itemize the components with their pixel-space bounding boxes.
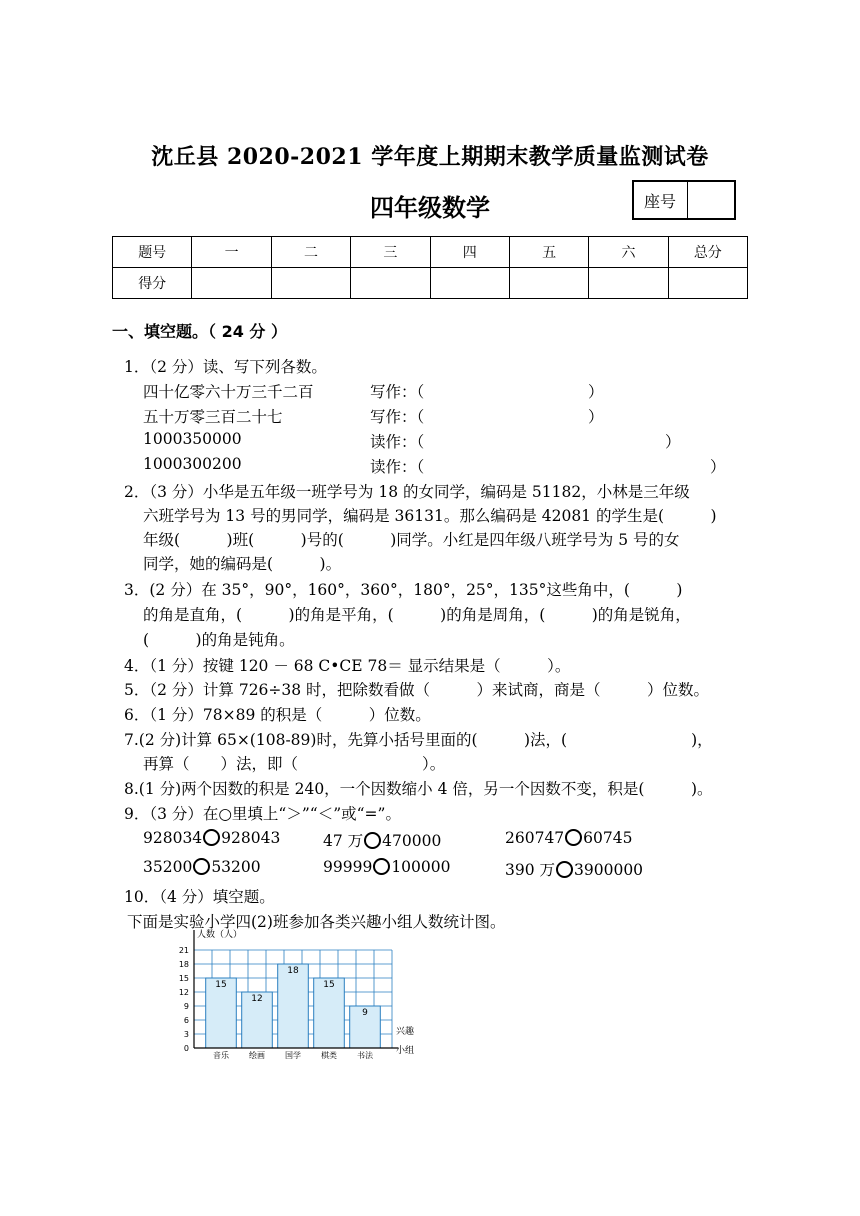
q9-pair: [143, 829, 280, 847]
seat-number-label: 座号: [634, 182, 688, 218]
q9-right: 928043: [221, 829, 281, 847]
q9-pair: [505, 858, 643, 880]
q9-stem: 9．（3 分）在○里填上“＞”“＜”或“=”。: [124, 805, 401, 823]
compare-circle-icon[interactable]: [203, 829, 220, 846]
q9-left: 390 万: [505, 861, 556, 879]
y-tick-label: 15: [178, 974, 189, 983]
score-table: [112, 236, 748, 299]
bar-value-label: 12: [251, 994, 263, 1004]
score-cell[interactable]: [589, 268, 668, 299]
q9-pair: [323, 829, 441, 851]
compare-circle-icon[interactable]: [565, 829, 582, 846]
q2-line: 2．（3 分）小华是五年级一班学号为 18 的女同学，编码是 51182，小林是三年级: [124, 483, 690, 501]
q9-right: 470000: [382, 832, 442, 850]
exam-title: 沈丘县 2020-2021 学年度上期期末教学质量监测试卷: [151, 144, 709, 170]
bar-value-label: 9: [362, 1008, 368, 1018]
x-tick-label: 国学: [285, 1051, 301, 1060]
y-tick-label: 9: [183, 1002, 189, 1011]
score-header-cell: 四: [430, 237, 509, 268]
chart-svg: [160, 926, 430, 1066]
q2-line: 六班学号为 13 号的男同学，编码是 36131。那么编码是 42081 的学生是( ): [143, 507, 717, 525]
q9-pair: [505, 829, 632, 847]
y-tick-label: 18: [178, 960, 189, 969]
compare-circle-icon[interactable]: [193, 858, 210, 875]
y-axis-label: 人数（人）: [197, 930, 243, 940]
q8-text: 8.(1 分)两个因数的积是 240，一个因数缩小 4 倍，另一个因数不变，积是( )。: [124, 780, 713, 798]
score-header-cell: 一: [192, 237, 271, 268]
score-cell[interactable]: [668, 268, 747, 299]
q10-intro: 下面是实验小学四(2)班参加各类兴趣小组人数统计图。: [127, 913, 506, 931]
bar-value-label: 18: [287, 966, 299, 976]
q3-line: ( )的角是钝角。: [143, 631, 295, 649]
q1-action: 读作：（: [370, 458, 425, 476]
score-cell[interactable]: [509, 268, 588, 299]
q1-item: 五十万零三百二十七: [143, 408, 283, 426]
q2-line: 同学，她的编码是( )。: [143, 555, 342, 573]
y-tick-label: 3: [183, 1030, 189, 1039]
score-cell[interactable]: [192, 268, 271, 299]
q1-close: ）: [710, 458, 726, 476]
seat-number-box: [632, 180, 736, 220]
bar-value-label: 15: [323, 980, 335, 990]
section-heading: 一、填空题。（ 24 分 ）: [112, 322, 287, 341]
bar: [278, 964, 309, 1048]
q4-text: 4．（1 分）按键 120 － 68 C•CE 78＝ 显示结果是（ ）。: [124, 657, 571, 675]
q10-stem: 10．（4 分）填空题。: [124, 888, 275, 906]
q1-action: 读作：（: [370, 433, 425, 451]
q5-text: 5．（2 分）计算 726÷38 时，把除数看做（ ）来试商，商是（ ）位数。: [124, 681, 710, 699]
score-header-cell: 总分: [668, 237, 747, 268]
x-tick-label: 书法: [357, 1051, 373, 1060]
q9-left: 99999: [323, 858, 373, 876]
q1-close: ）: [588, 408, 604, 426]
exam-subtitle: 四年级数学: [370, 194, 490, 222]
y-tick-label: 0: [183, 1044, 189, 1053]
y-tick-label: 6: [183, 1016, 189, 1025]
q6-text: 6．（1 分）78×89 的积是（ ）位数。: [124, 706, 431, 724]
q1-close: ）: [588, 383, 604, 401]
score-header-cell: 五: [509, 237, 588, 268]
y-tick-label: 12: [178, 988, 189, 997]
bar-value-label: 15: [215, 980, 227, 990]
score-table-header-row: [113, 237, 748, 268]
x-axis-label: 小组: [396, 1046, 415, 1056]
x-tick-label: 绘画: [249, 1051, 265, 1060]
score-table-score-row: [113, 268, 748, 299]
q9-left: 928034: [143, 829, 203, 847]
q1-action: 写作：（: [370, 383, 425, 401]
q1-stem: 1．（2 分）读、写下列各数。: [124, 358, 327, 376]
q9-pair: [323, 858, 450, 876]
q9-right: 100000: [391, 858, 451, 876]
q9-right: 60745: [583, 829, 633, 847]
q9-pair: [143, 858, 261, 876]
score-cell[interactable]: [351, 268, 430, 299]
score-header-cell: 三: [351, 237, 430, 268]
compare-circle-icon[interactable]: [373, 858, 390, 875]
y-tick-label: 21: [178, 946, 189, 955]
q9-left: 260747: [505, 829, 565, 847]
q3-line: 3．(2 分）在 35°，90°，160°，360°，180°，25°，135°这些角中，( ): [124, 581, 683, 599]
x-tick-label: 棋类: [321, 1051, 337, 1060]
score-header-cell: 题号: [113, 237, 192, 268]
q3-line: 的角是直角，( )的角是平角，( )的角是周角，( )的角是锐角，: [143, 606, 691, 624]
q2-line: 年级( )班( )号的( )同学。小红是四年级八班学号为 5 号的女: [143, 531, 680, 549]
seat-number-blank[interactable]: [688, 182, 734, 218]
score-row-label: 得分: [113, 268, 192, 299]
q9-right: 53200: [211, 858, 261, 876]
q1-item: 四十亿零六十万三千二百: [143, 383, 314, 401]
q1-item: 1000300200: [143, 455, 242, 473]
q9-right: 3900000: [574, 861, 644, 879]
x-axis-label: 兴趣: [396, 1027, 415, 1037]
compare-circle-icon[interactable]: [364, 832, 381, 849]
interest-group-bar-chart: [160, 926, 430, 1066]
q7-line: 再算（ ）法，即（ ）。: [143, 755, 446, 773]
score-header-cell: 六: [589, 237, 668, 268]
q1-item: 1000350000: [143, 430, 242, 448]
score-cell[interactable]: [271, 268, 350, 299]
q7-line: 7.(2 分)计算 65×(108-89)时，先算小括号里面的( )法，( )，: [124, 731, 713, 749]
score-cell[interactable]: [430, 268, 509, 299]
q1-action: 写作：（: [370, 408, 425, 426]
q1-close: ）: [665, 433, 681, 451]
q9-left: 47 万: [323, 832, 364, 850]
score-header-cell: 二: [271, 237, 350, 268]
x-tick-label: 音乐: [213, 1051, 229, 1060]
q9-left: 35200: [143, 858, 193, 876]
compare-circle-icon[interactable]: [556, 861, 573, 878]
